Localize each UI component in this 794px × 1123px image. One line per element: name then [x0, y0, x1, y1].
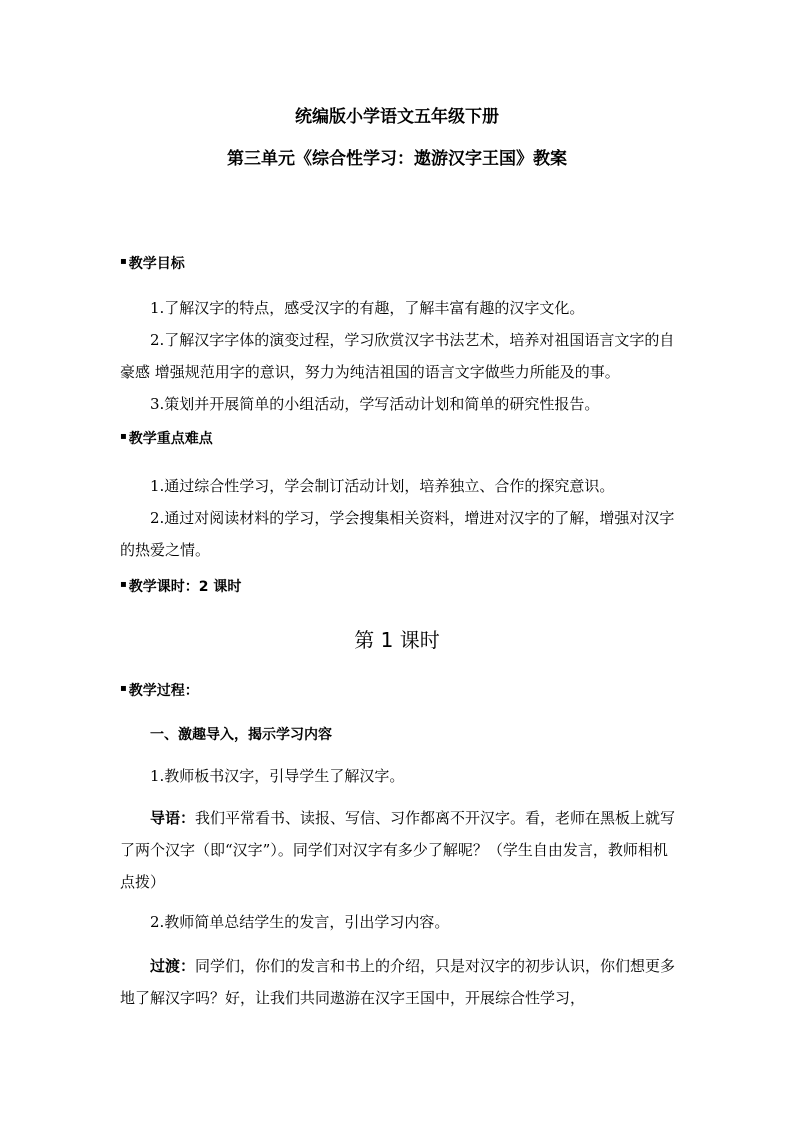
- section-heading-label: 教学课时：2 课时: [128, 579, 242, 595]
- section-heading-label: 教学目标: [128, 256, 185, 272]
- key-point-item-2: 2.通过对阅读材料的学习，学会搜集相关资料，增进对汉字的了解，增强对汉字的热爱之情。: [120, 509, 675, 559]
- process-paragraph-4: [120, 950, 680, 1014]
- bullet-dot-icon: ▪: [120, 256, 127, 267]
- paragraph-label: 过渡：: [150, 957, 196, 975]
- section-heading-process: [120, 682, 199, 702]
- bullet-dot-icon: ▪: [120, 579, 127, 590]
- section-heading-key-points: [120, 430, 213, 450]
- section-heading-hours: [120, 578, 241, 598]
- section-heading-label: 教学重点难点: [128, 431, 213, 447]
- session-title: 第 1 课时: [354, 628, 440, 652]
- process-paragraph-1: 1.教师板书汉字，引导学生了解汉字。: [150, 767, 405, 785]
- document-subtitle: 第三单元《综合性学习：遨游汉字王国》教案: [227, 149, 567, 169]
- paragraph-text: 同学们，你们的发言和书上的介绍，只是对汉字的初步认识，你们想更多地了解汉字吗？好，让我们共同遨游在汉字王国中，开展综合性学习，: [120, 957, 676, 1007]
- goal-item-2: 2.了解汉字字体的演变过程，学习欣赏汉字书法艺术，培养对祖国语言文字的自豪感 增强规范用字的意识，努力为纯洁祖国的语言文字做些力所能及的事。: [120, 331, 675, 381]
- key-point-item-1: 1.通过综合性学习，学会制订活动计划，培养独立、合作的探究意识。: [150, 477, 615, 495]
- bullet-dot-icon: ▪: [120, 431, 127, 442]
- process-step-1-heading: 一、激趣导入，揭示学习内容: [150, 727, 332, 743]
- process-paragraph-3: 2.教师简单总结学生的发言，引出学习内容。: [150, 913, 450, 931]
- section-heading-goals: [120, 255, 185, 275]
- goal-item-3: 3.策划并开展简单的小组活动，学写活动计划和简单的研究性报告。: [150, 395, 600, 413]
- paragraph-text: 我们平常看书、读报、写信、习作都离不开汉字。看，老师在黑板上就写了两个汉字（即“汉字”）。同学们对汉字有多少了解呢？（学生自由发言，教师相机点拨）: [120, 809, 676, 891]
- paragraph-label: 导语：: [150, 809, 196, 827]
- bullet-dot-icon: ▪: [120, 683, 127, 694]
- document-title: 统编版小学语文五年级下册: [295, 107, 499, 127]
- section-heading-label: 教学过程：: [128, 683, 199, 699]
- process-paragraph-2: [120, 802, 680, 898]
- goal-item-1: 1.了解汉字的特点，感受汉字的有趣，了解丰富有趣的汉字文化。: [150, 299, 585, 317]
